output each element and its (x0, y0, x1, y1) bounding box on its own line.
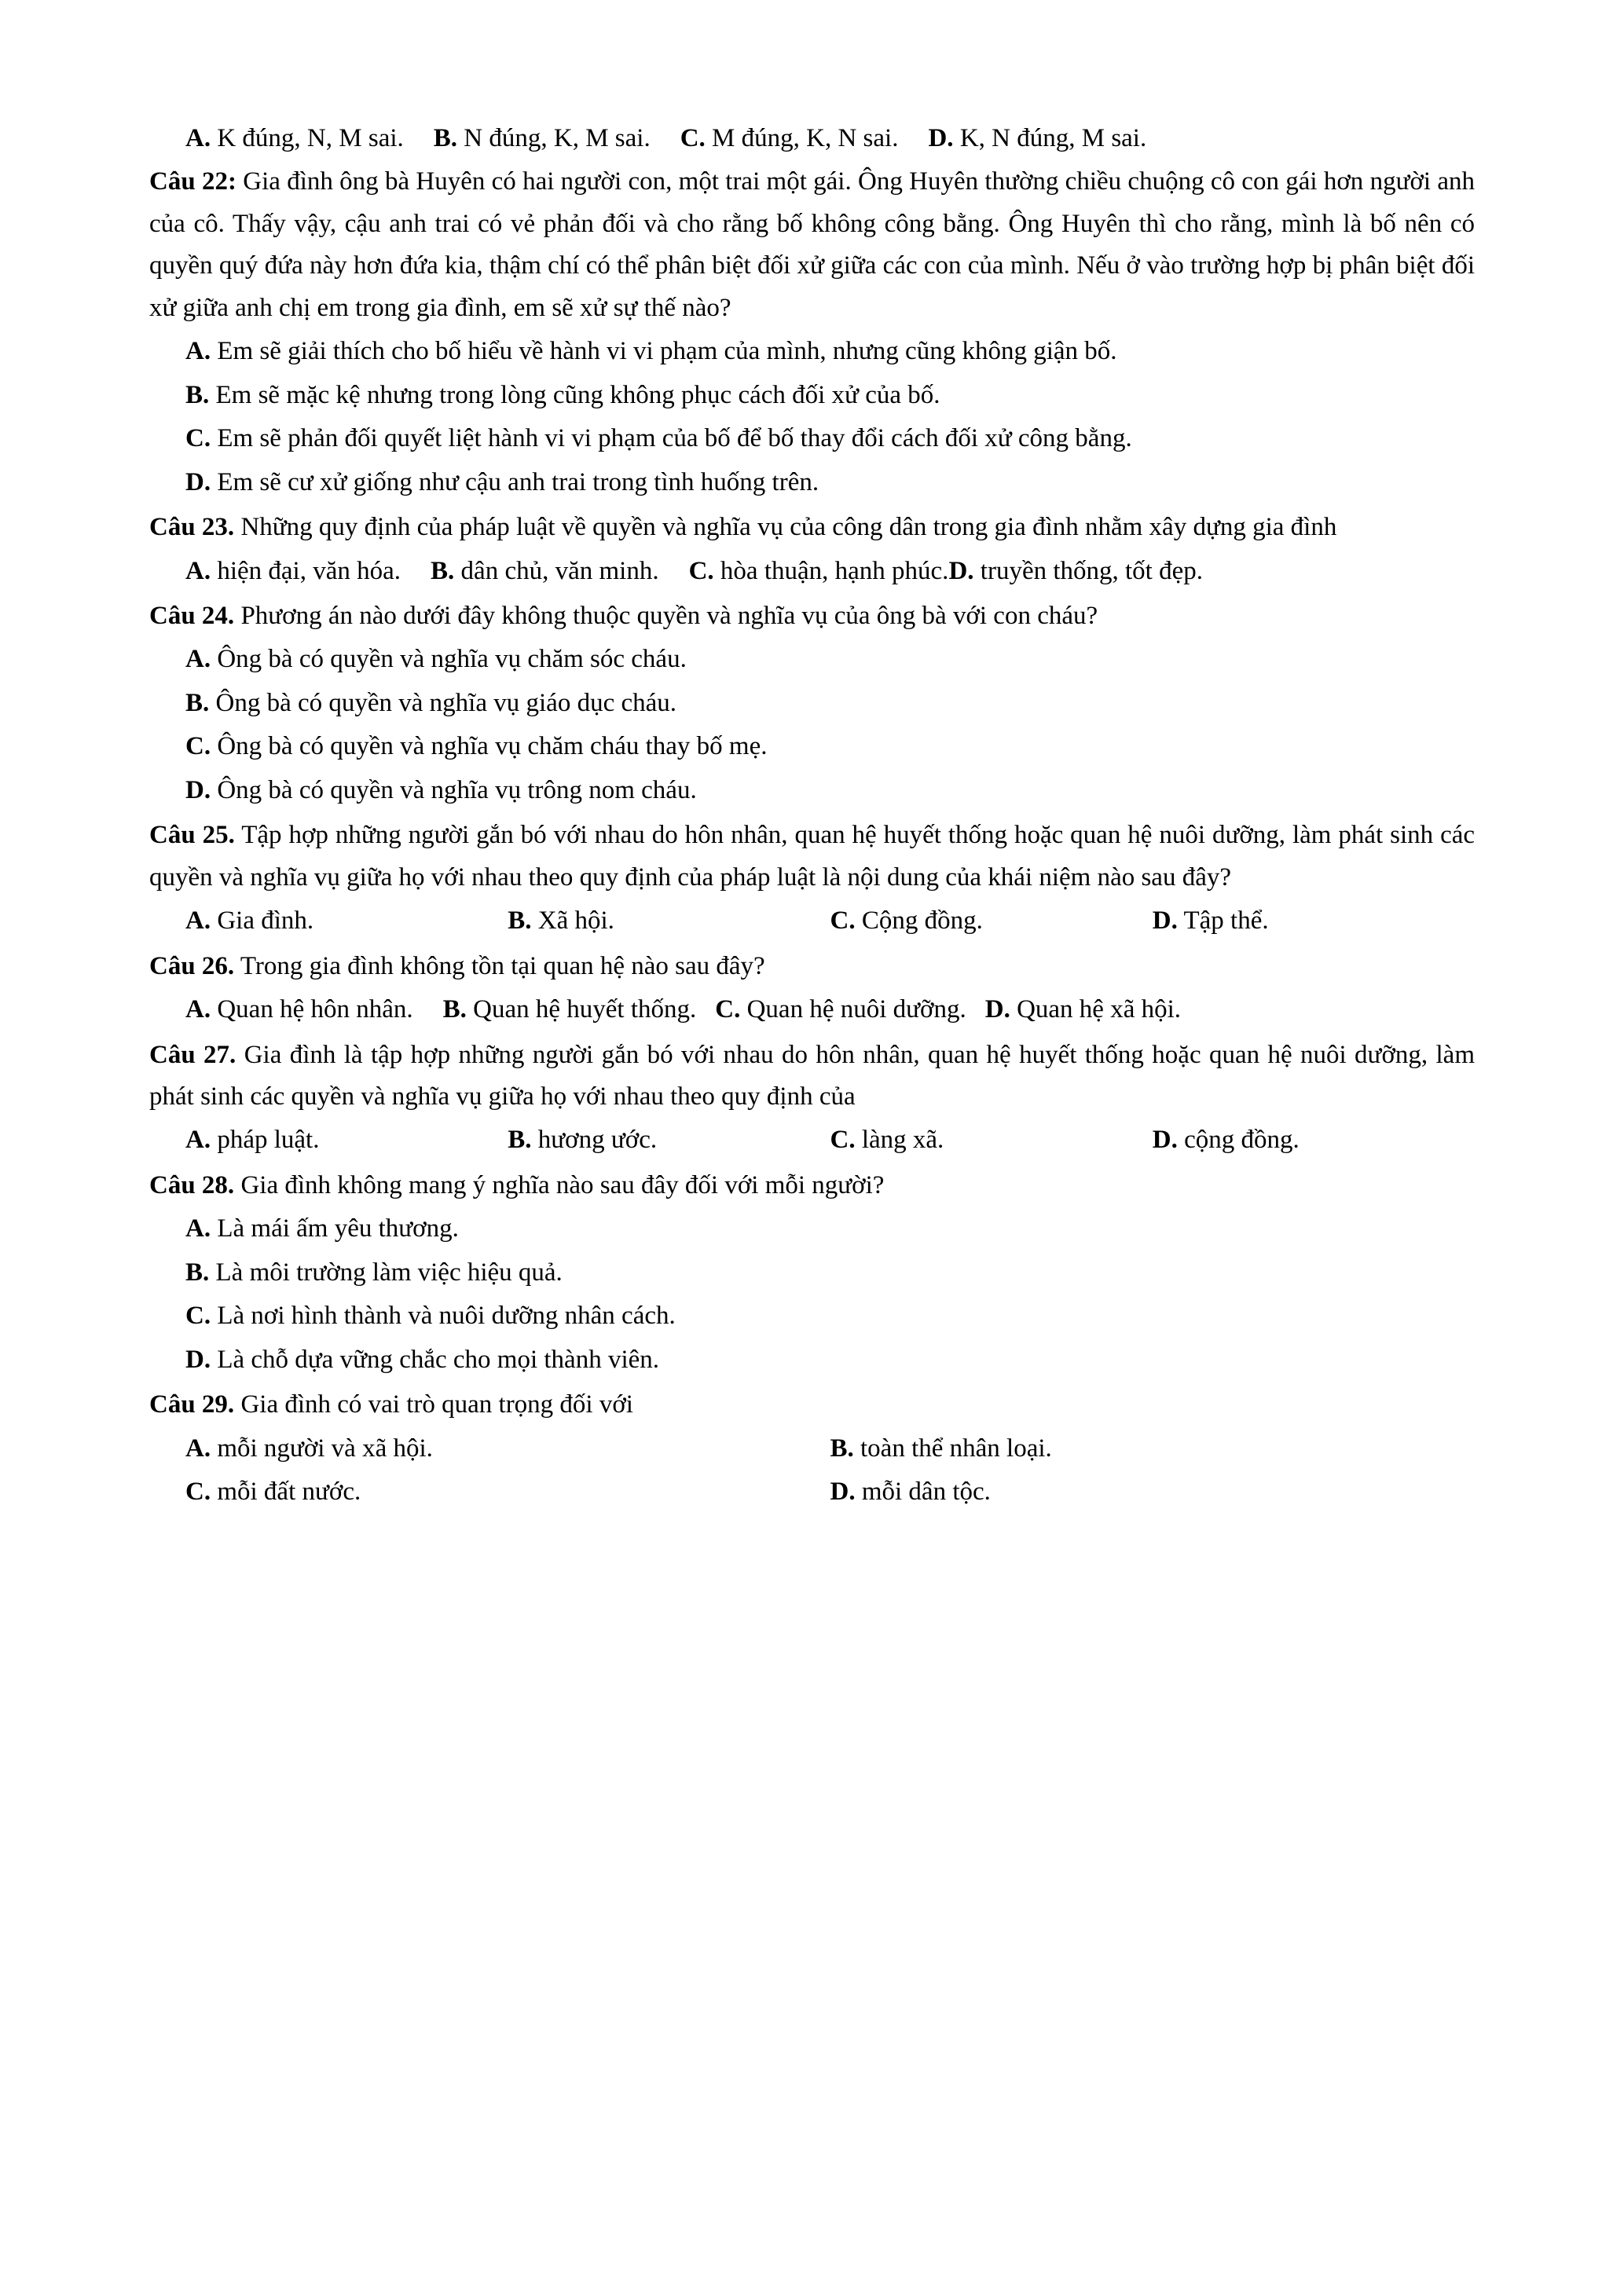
option-c (715, 989, 966, 1031)
option-text: hòa thuận, hạnh phúc. (720, 556, 949, 585)
option-letter: C. (830, 906, 856, 936)
question-block-26 (149, 946, 1475, 1031)
question-text: Phương án nào dưới đây không thuộc quyền và nghĩa vụ của ông bà với con cháu? (240, 601, 1098, 630)
option-letter: D. (984, 995, 1010, 1024)
answer-row (149, 989, 1475, 1031)
option-letter: A. (185, 995, 211, 1024)
question-text: Gia đình ông bà Huyên có hai người con, một trai một gái. Ông Huyên thường chiều chuộng cô con gái hơn người anh của cô. Thấy vậy, cậu anh trai có vẻ phản đối và cho rằng bố không công bằng. Ông Huyên thì cho rằng, mình là bố nên có quyền quý đứa này hơn đứa kia, thậm chí có thể phân biệt đối xử giữa các con của mình. Nếu ở vào trường hợp bị phân biệt đối xử giữa anh chị em trong gia đình, em sẽ xử sự thế nào? (149, 167, 1476, 322)
question-stem (149, 815, 1475, 899)
option-text: dân chủ, văn minh. (460, 556, 659, 585)
question-text: Trong gia đình không tồn tại quan hệ nào sau đây? (240, 951, 765, 980)
question-block-25 (149, 815, 1475, 942)
option-d (1153, 900, 1475, 942)
option-a (185, 900, 508, 942)
option-b (830, 1428, 1476, 1470)
question-block-28 (149, 1165, 1475, 1381)
option-text: pháp luật. (217, 1126, 320, 1155)
option-text: cộng đồng. (1184, 1126, 1300, 1155)
question-block-24 (149, 595, 1475, 811)
option-a (149, 331, 1475, 372)
option-d (1153, 1119, 1475, 1161)
question-block-23 (149, 507, 1475, 592)
option-b (149, 1252, 1475, 1294)
option-text: Quan hệ huyết thống. (473, 995, 697, 1024)
option-d (149, 462, 1475, 504)
option-letter: B. (431, 556, 455, 585)
option-letter: D. (185, 1345, 211, 1374)
option-text: Ông bà có quyền và nghĩa vụ chăm cháu thay bố mẹ. (217, 732, 768, 761)
answer-row (149, 1119, 1475, 1161)
option-c (830, 1119, 1153, 1161)
answer-row-2 (149, 1471, 1475, 1513)
option-c (149, 726, 1475, 767)
option-letter: D. (185, 775, 211, 804)
option-letter: C. (688, 556, 714, 585)
option-letter: B. (442, 995, 467, 1024)
answer-row-top (149, 118, 1475, 159)
option-letter: A. (185, 906, 211, 936)
option-letter: A. (185, 1214, 211, 1243)
option-text: mỗi người và xã hội. (217, 1434, 433, 1463)
option-letter: C. (185, 1478, 211, 1507)
question-text: Gia đình không mang ý nghĩa nào sau đây đối với mỗi người? (240, 1170, 885, 1199)
option-letter: C. (185, 1302, 211, 1331)
option-text: Ông bà có quyền và nghĩa vụ chăm sóc cháu. (217, 645, 687, 674)
answer-row (149, 900, 1475, 942)
option-b (508, 900, 830, 942)
option-c (680, 118, 899, 159)
option-text: Gia đình. (217, 906, 314, 936)
option-letter: A. (185, 645, 211, 674)
option-text: Là mái ấm yêu thương. (217, 1214, 459, 1243)
option-letter: B. (185, 380, 210, 409)
option-text: Là chỗ dựa vững chắc cho mọi thành viên. (217, 1345, 660, 1374)
option-text: toàn thể nhân loại. (860, 1434, 1052, 1463)
question-label: Câu 27. (149, 1040, 236, 1069)
option-letter: A. (185, 337, 211, 366)
question-label: Câu 29. (149, 1390, 235, 1419)
option-letter: D. (830, 1478, 856, 1507)
option-text: Em sẽ phản đối quyết liệt hành vi vi phạm của bố để bố thay đổi cách đối xử công bằng. (217, 424, 1132, 453)
option-letter: B. (433, 124, 458, 152)
option-text: hương ước. (537, 1126, 658, 1155)
option-text: Xã hội. (537, 906, 614, 936)
option-c (149, 418, 1475, 460)
option-text: Tập thể. (1183, 906, 1269, 936)
option-c (185, 1471, 830, 1513)
question-block-22 (149, 161, 1475, 504)
question-stem (149, 161, 1475, 329)
option-a (185, 118, 404, 159)
option-d (948, 551, 1203, 592)
question-stem (149, 946, 1475, 987)
question-block-27 (149, 1034, 1475, 1162)
option-letter: D. (185, 467, 211, 496)
question-label: Câu 24. (149, 601, 235, 630)
option-letter: A. (185, 556, 211, 585)
option-text: Em sẽ giải thích cho bố hiểu về hành vi vi phạm của mình, nhưng cũng không giận bố. (217, 337, 1117, 366)
option-b (149, 375, 1475, 416)
option-text: Ông bà có quyền và nghĩa vụ giáo dục cháu. (215, 688, 677, 717)
option-a (185, 1119, 508, 1161)
question-label: Câu 23. (149, 513, 235, 542)
option-a (149, 1208, 1475, 1250)
question-stem (149, 595, 1475, 637)
question-label: Câu 22: (149, 167, 236, 196)
option-text: Cộng đồng. (861, 906, 983, 936)
option-letter: C. (185, 424, 211, 453)
option-d (149, 1339, 1475, 1381)
option-text: mỗi đất nước. (217, 1478, 361, 1507)
option-letter: A. (185, 1126, 211, 1155)
option-d (985, 989, 1181, 1031)
question-stem (149, 1384, 1475, 1426)
question-text: Tập hợp những người gắn bó với nhau do hôn nhân, quan hệ huyết thống hoặc quan hệ nuôi dưỡng, làm phát sinh các quyền và nghĩa vụ giữa họ với nhau theo quy định của pháp luật là nội dung của khái niệm nào sau đây? (149, 821, 1476, 892)
option-text: Em sẽ cư xử giống như cậu anh trai trong tình huống trên. (217, 467, 819, 496)
option-b (443, 989, 697, 1031)
option-d (928, 118, 1146, 159)
option-letter: A. (185, 1434, 211, 1463)
option-text: K đúng, N, M sai. (217, 124, 404, 152)
option-d (149, 770, 1475, 811)
option-letter: D. (928, 124, 954, 152)
option-text: Quan hệ xã hội. (1017, 995, 1182, 1024)
option-letter: B. (830, 1434, 854, 1463)
option-a (185, 989, 413, 1031)
option-text: làng xã. (861, 1126, 944, 1155)
option-letter: B. (185, 1258, 210, 1287)
option-a (149, 639, 1475, 680)
option-text: Là môi trường làm việc hiệu quả. (215, 1258, 563, 1287)
question-label: Câu 26. (149, 951, 235, 980)
question-block-29 (149, 1384, 1475, 1513)
option-text: mỗi dân tộc. (861, 1478, 991, 1507)
option-c (149, 1295, 1475, 1337)
option-c (830, 900, 1153, 942)
option-letter: D. (948, 556, 974, 585)
option-letter: C. (185, 732, 211, 761)
option-letter: B. (508, 906, 532, 936)
option-d (830, 1471, 1476, 1513)
question-text: Gia đình có vai trò quan trọng đối với (240, 1390, 633, 1419)
option-text: Quan hệ nuôi dưỡng. (746, 995, 966, 1024)
option-b (508, 1119, 830, 1161)
option-letter: A. (185, 124, 211, 152)
option-text: truyền thống, tốt đẹp. (980, 556, 1203, 585)
option-b (431, 551, 659, 592)
option-text: M đúng, K, N sai. (712, 124, 899, 152)
option-letter: B. (508, 1126, 532, 1155)
option-letter: D. (1152, 906, 1178, 936)
option-letter: B. (185, 688, 210, 717)
option-text: K, N đúng, M sai. (959, 124, 1147, 152)
option-text: Là nơi hình thành và nuôi dưỡng nhân cách. (217, 1302, 676, 1331)
option-c (689, 551, 949, 592)
option-b (434, 118, 651, 159)
question-text: Những quy định của pháp luật về quyền và nghĩa vụ của công dân trong gia đình nhằm xây dựng gia đình (240, 513, 1337, 542)
option-text: N đúng, K, M sai. (464, 124, 651, 152)
option-text: Em sẽ mặc kệ nhưng trong lòng cũng không phục cách đối xử của bố. (215, 380, 940, 409)
answer-row-1 (149, 1428, 1475, 1470)
option-b (149, 683, 1475, 724)
option-a (185, 1428, 830, 1470)
question-stem (149, 507, 1475, 548)
question-stem (149, 1165, 1475, 1207)
option-text: Quan hệ hôn nhân. (217, 995, 413, 1024)
option-letter: C. (680, 124, 706, 152)
question-text: Gia đình là tập hợp những người gắn bó với nhau do hôn nhân, quan hệ huyết thống hoặc quan hệ nuôi dưỡng, làm phát sinh các quyền và nghĩa vụ giữa họ với nhau theo quy định của (149, 1040, 1476, 1111)
option-letter: C. (830, 1126, 856, 1155)
question-label: Câu 25. (149, 821, 235, 850)
option-letter: D. (1152, 1126, 1178, 1155)
option-text: Ông bà có quyền và nghĩa vụ trông nom cháu. (217, 775, 697, 804)
question-stem (149, 1034, 1475, 1119)
answer-row (149, 551, 1475, 592)
option-letter: C. (715, 995, 741, 1024)
option-text: hiện đại, văn hóa. (217, 556, 401, 585)
question-label: Câu 28. (149, 1170, 235, 1199)
option-a (185, 551, 401, 592)
